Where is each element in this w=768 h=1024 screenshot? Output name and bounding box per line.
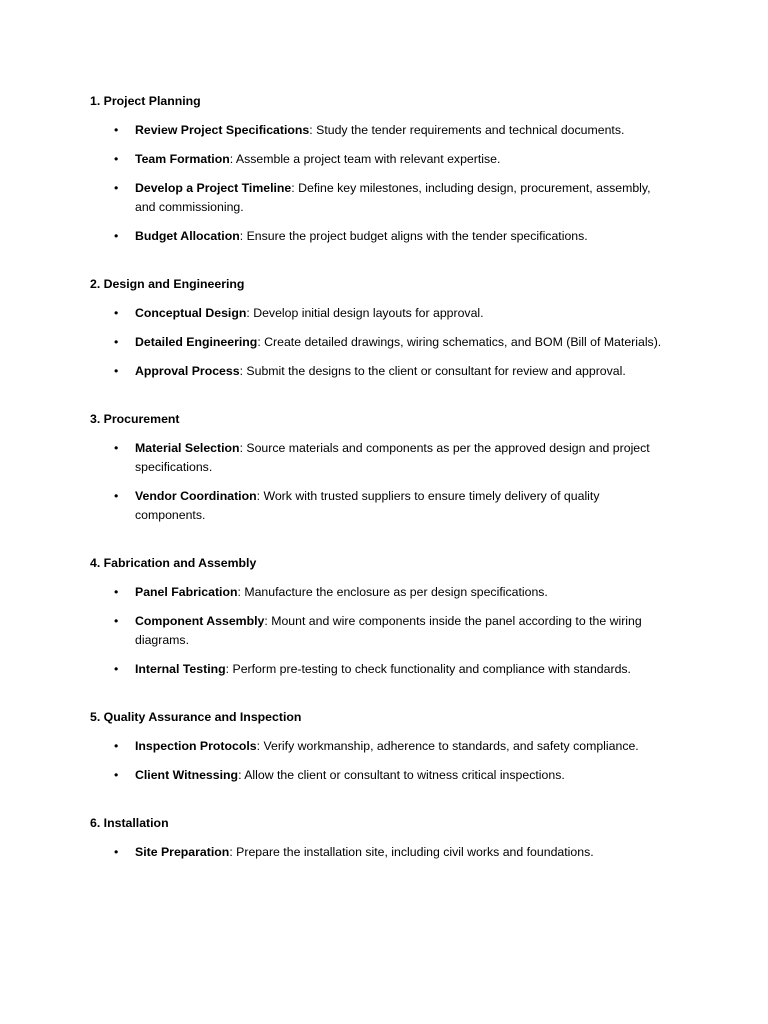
section-heading: 2. Design and Engineering: [90, 277, 245, 291]
list-item: [90, 583, 672, 602]
section: [90, 708, 672, 785]
section-heading: 3. Procurement: [90, 412, 180, 426]
item-term: Material Selection: [135, 441, 240, 455]
item-term: Panel Fabrication: [135, 585, 238, 599]
item-term: Review Project Specifications: [135, 123, 310, 137]
item-description: : Study the tender requirements and technical documents.: [309, 123, 625, 137]
bullet-icon: •: [114, 489, 119, 503]
item-description: : Develop initial design layouts for approval.: [246, 306, 484, 320]
item-description: : Work with trusted suppliers to ensure timely delivery of quality components.: [135, 489, 600, 522]
item-description: : Mount and wire components inside the panel according to the wiring diagrams.: [135, 614, 642, 647]
bullet-icon: •: [114, 585, 119, 599]
bullet-icon: •: [114, 123, 119, 137]
item-description: : Allow the client or consultant to witness critical inspections.: [238, 768, 565, 782]
list-item: [90, 487, 672, 525]
section: [90, 92, 672, 246]
item-description: : Submit the designs to the client or consultant for review and approval.: [239, 364, 626, 378]
item-term: Budget Allocation: [135, 229, 240, 243]
bullet-icon: •: [114, 306, 119, 320]
bullet-icon: •: [114, 614, 119, 628]
list-item: [90, 227, 672, 246]
item-description: : Assemble a project team with relevant expertise.: [229, 152, 501, 166]
bullet-list: [90, 304, 672, 381]
section-heading: 5. Quality Assurance and Inspection: [90, 710, 302, 724]
item-term: Client Witnessing: [135, 768, 239, 782]
list-item: [90, 304, 672, 323]
section: [90, 410, 672, 525]
list-item: [90, 362, 672, 381]
bullet-icon: •: [114, 441, 119, 455]
item-term: Develop a Project Timeline: [135, 181, 292, 195]
item-term: Vendor Coordination: [135, 489, 257, 503]
item-term: Conceptual Design: [135, 306, 247, 320]
item-term: Component Assembly: [135, 614, 265, 628]
bullet-list: [90, 121, 672, 246]
item-term: Internal Testing: [135, 662, 226, 676]
list-item: [90, 737, 672, 756]
list-item: [90, 766, 672, 785]
section: [90, 814, 672, 862]
document-body: [90, 92, 672, 862]
item-description: : Create detailed drawings, wiring schematics, and BOM (Bill of Materials).: [257, 335, 662, 349]
section-heading: 4. Fabrication and Assembly: [90, 556, 257, 570]
section-heading: 1. Project Planning: [90, 94, 201, 108]
section: [90, 275, 672, 381]
bullet-icon: •: [114, 152, 119, 166]
bullet-list: [90, 583, 672, 679]
item-term: Inspection Protocols: [135, 739, 257, 753]
bullet-icon: •: [114, 845, 119, 859]
section-heading: 6. Installation: [90, 816, 169, 830]
bullet-icon: •: [114, 335, 119, 349]
bullet-icon: •: [114, 739, 119, 753]
list-item: [90, 843, 672, 862]
item-description: : Source materials and components as per the approved design and project specifications.: [135, 441, 650, 474]
list-item: [90, 612, 672, 650]
bullet-list: [90, 439, 672, 525]
item-term: Site Preparation: [135, 845, 230, 859]
list-item: [90, 660, 672, 679]
item-description: : Define key milestones, including design, procurement, assembly, and commissioning.: [135, 181, 651, 214]
list-item: [90, 333, 672, 352]
item-term: Detailed Engineering: [135, 335, 258, 349]
item-term: Team Formation: [135, 152, 230, 166]
item-description: : Verify workmanship, adherence to standards, and safety compliance.: [256, 739, 639, 753]
list-item: [90, 150, 672, 169]
bullet-list: [90, 737, 672, 785]
list-item: [90, 439, 672, 477]
section: [90, 554, 672, 679]
bullet-icon: •: [114, 768, 119, 782]
item-description: : Perform pre-testing to check functionality and compliance with standards.: [225, 662, 631, 676]
bullet-icon: •: [114, 229, 119, 243]
bullet-icon: •: [114, 181, 119, 195]
item-description: : Manufacture the enclosure as per design specifications.: [237, 585, 548, 599]
list-item: [90, 179, 672, 217]
bullet-list: [90, 843, 672, 862]
bullet-icon: •: [114, 364, 119, 378]
item-description: : Prepare the installation site, including civil works and foundations.: [229, 845, 594, 859]
list-item: [90, 121, 672, 140]
item-term: Approval Process: [135, 364, 240, 378]
item-description: : Ensure the project budget aligns with the tender specifications.: [239, 229, 588, 243]
bullet-icon: •: [114, 662, 119, 676]
